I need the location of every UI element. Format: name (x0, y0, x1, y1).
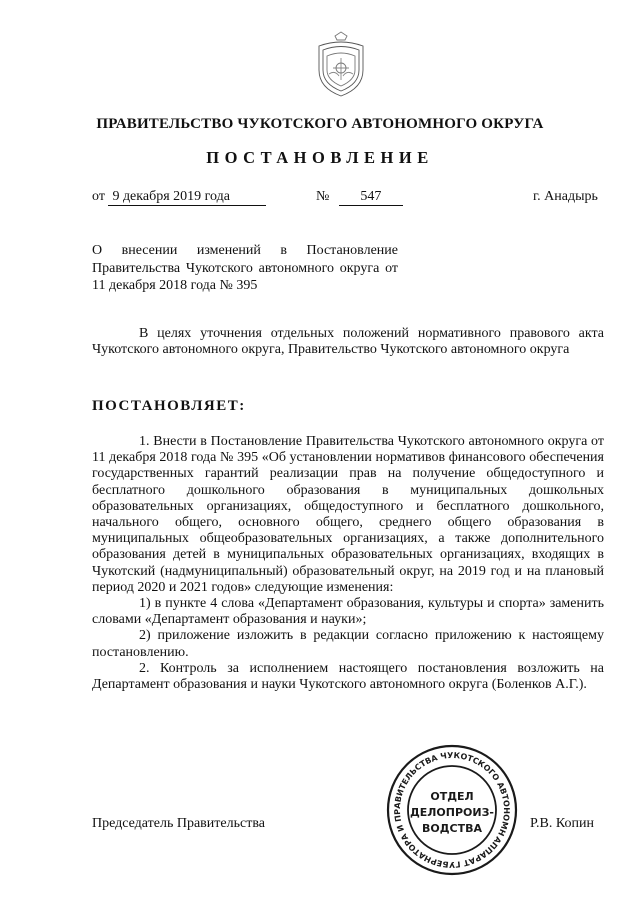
document-date: 9 декабря 2019 года (108, 189, 266, 206)
decree-body (92, 434, 604, 693)
signature-name: Р.В. Копин (530, 816, 594, 831)
preamble-block (92, 326, 604, 358)
document-city: г. Анадырь (533, 189, 598, 204)
paragraph-2: 2. Контроль за исполнением настоящего постановления возложить на Департамент образования и науки Чукотского автономного округа (Боленков А.Г.). (92, 660, 604, 693)
stamp-line-3: ВОДСТВА (421, 822, 483, 835)
document-number: 547 (339, 189, 403, 206)
preamble: В целях уточнения отдельных положений нормативного правового акта Чукотского автономного округа, Правительство Чукотского автономного округа (92, 326, 604, 358)
stamp-line-1: ОТДЕЛ (430, 790, 474, 803)
coat-of-arms-emblem (305, 30, 377, 102)
paragraph-1: 1. Внести в Постановление Правительства Чукотского автономного округа от 11 декабря 2018 года № 395 «Об установлении нормативов финансового обеспечения государственных гарантий реализации прав на получение общедоступного и бесплатного дошкольного образования в муниципальных дошкольных образовательных организациях, общедоступного и бесплатного дошкольного, начального общего, основного общего, среднего общего образования в муниципальных общеобразовательных организациях, а также дополнительного образования детей в муниципальных образовательных организациях, входящих в Чукотский (надмуниципальный) образовательный округ, на 2019 год и на плановый период 2020 и 2021 годов» следующие изменения: (92, 434, 604, 595)
signature-position: Председатель Правительства (92, 816, 265, 831)
number-prefix: № (316, 189, 330, 204)
government-title: ПРАВИТЕЛЬСТВО ЧУКОТСКОГО АВТОНОМНОГО ОКРУГА (96, 116, 544, 132)
resolve-heading: ПОСТАНОВЛЯЕТ: (92, 398, 246, 414)
paragraph-1-2: 2) приложение изложить в редакции согласно приложению к настоящему постановлению. (92, 628, 604, 660)
number-line (316, 189, 403, 206)
document-subject: О внесении изменений в Постановление Правительства Чукотского автономного округа от 11 декабря 2018 года № 395 (92, 243, 398, 293)
document-type-title: ПОСТАНОВЛЕНИЕ (206, 148, 434, 167)
date-prefix: от (92, 189, 105, 204)
date-line (92, 189, 266, 206)
stamp-ring-text: АППАРАТ ГУБЕРНАТОРА И ПРАВИТЕЛЬСТВА ЧУКОТСКОГО АВТОНОМНОГО (392, 750, 512, 870)
stamp-line-2: ДЕЛОПРОИЗ- (409, 806, 495, 819)
paragraph-1-1: 1) в пункте 4 слова «Департамент образования, культуры и спорта» заменить словами «Департамент образования и науки»; (92, 596, 604, 628)
official-stamp (384, 742, 520, 878)
